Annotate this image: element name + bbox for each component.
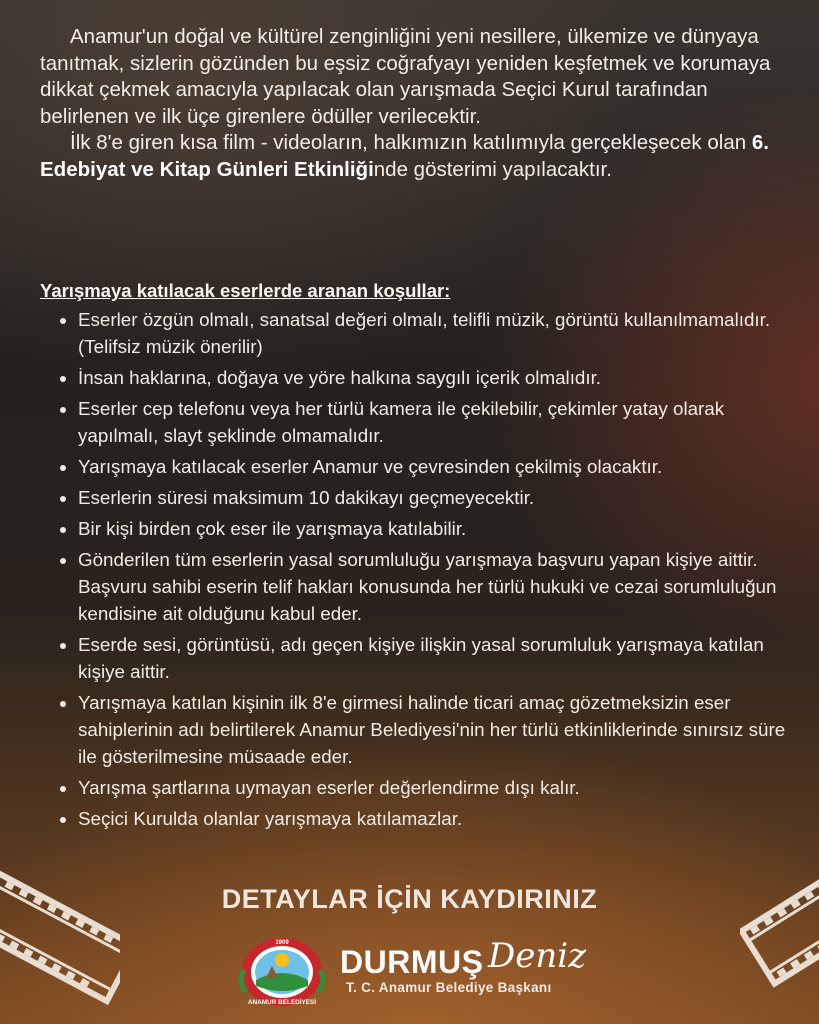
list-item: • Eserler cep telefonu veya her türlü kamera ile çekilebilir, çekimler yatay olarak yapılmalı, slayt şeklinde olmamalıdır. [78,395,798,449]
intro-text [40,24,785,183]
film-strip-icon [0,850,120,1024]
scroll-for-details: DETAYLAR İÇİN KAYDIRINIZ [221,884,598,914]
event-name: 6. Edebiyat ve Kitap Günleri Etkinliği [40,131,769,181]
intro-p2-before: İlk 8'e giren kısa film - videoların, halkımızın katılımıyla gerçekleşecek olan [70,131,752,154]
list-item: • Gönderilen tüm eserlerin yasal sorumluluğu yarışmaya başvuru yapan kişiye aittir. Başvuru sahibi eserin telif hakları konusunda her türlü hukuki ve cezai sorumluluğun kendisine ait olduğunu kabul eder. [78,546,798,627]
conditions-title: Yarışmaya katılacak eserlerde aranan koşullar: [40,280,451,301]
intro-p2-after: nde gösterimi yapılacaktır. [373,157,612,181]
signature-block [236,930,596,1010]
mayor-title: T. C. Anamur Belediye Başkanı [346,980,552,995]
list-item: • Eserde sesi, görüntüsü, adı geçen kişiye ilişkin yasal sorumluluk yarışmaya katılan kişiye aittir. [78,631,798,685]
list-item: • Yarışmaya katılan kişinin ilk 8'e girmesi halinde ticari amaç gözetmeksizin eser sahiplerinin adı belirtilerek Anamur Belediyesi'nin her türlü etkinliklerinde sınırsız süre ile gösterilmesine müsaade eder. [78,689,798,770]
list-item: • İnsan haklarına, doğaya ve yöre halkına saygılı içerik olmalıdır. [78,364,798,391]
mayor-first-name: DURMUŞ [340,944,484,980]
intro-paragraph-2 [40,130,785,183]
list-item: • Bir kişi birden çok eser ile yarışmaya katılabilir. [78,515,798,542]
mayor-last-name: Deniz [488,936,587,976]
list-item: • Eserlerin süresi maksimum 10 dakikayı geçmeyecektir. [78,484,798,511]
anamur-municipality-logo [236,930,328,1010]
conditions-list [54,306,798,836]
list-item: • Yarışma şartlarına uymayan eserler değerlendirme dışı kalır. [78,774,798,801]
logo-text: ANAMUR BELEDİYESİ [247,999,317,1006]
list-item: • Yarışmaya katılacak eserler Anamur ve çevresinden çekilmiş olacaktır. [78,453,798,480]
list-item: • Seçici Kurulda olanlar yarışmaya katılamazlar. [78,805,798,832]
list-item: • Eserler özgün olmalı, sanatsal değeri olmalı, telifli müzik, görüntü kullanılmamalıdır. (Telifsiz müzik önerilir) [78,306,798,360]
film-strip-icon [740,840,819,1024]
logo-year: 1909 [275,940,289,946]
intro-paragraph-1: Anamur'un doğal ve kültürel zenginliğini yeni nesillere, ülkemize ve dünyaya tanıtmak, sizlerin gözünden bu eşsiz coğrafyayı yeniden keşfetmek ve korumaya dikkat çekmek amacıyla yapılacak olan yarışmada Seçici Kurul tarafından belirlenen ve ilk üçe girenlere ödüller verilecektir. [40,25,771,128]
